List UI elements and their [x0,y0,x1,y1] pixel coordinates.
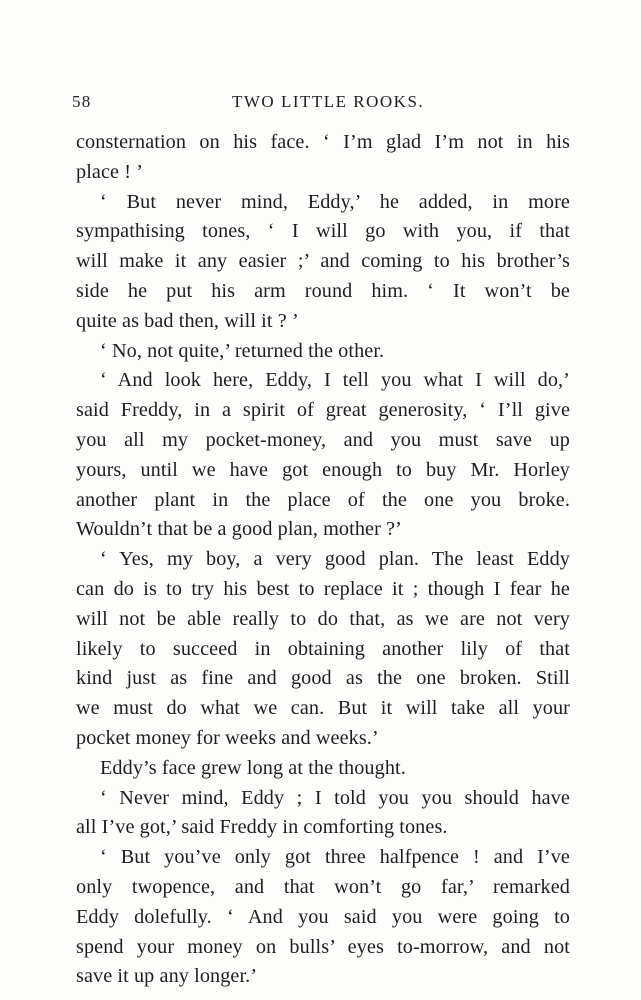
text-line: another plant in the place of the one you broke. [76,488,570,511]
body-text [76,128,570,992]
text-line: pocket money for weeks and weeks.’ [76,726,379,749]
text-line: Wouldn’t that be a good plan, mother ?’ [76,518,402,541]
text-line: only twopence, and that won’t go far,’ remarked [76,875,570,898]
text-line: all I’ve got,’ said Freddy in comforting tones. [76,816,448,839]
text-line: likely to succeed in obtaining another lily of that [76,637,570,660]
text-line: yours, until we have got enough to buy Mr. Horley [76,458,570,481]
text-line: quite as bad then, will it ? ’ [76,309,299,332]
text-line: ‘ And look here, Eddy, I tell you what I will do,’ [100,369,570,392]
text-line: place ! ’ [76,160,144,183]
text-line: side he put his arm round him. ‘ It won’t be [76,279,570,302]
text-line: sympathising tones, ‘ I will go with you, if that [76,220,570,243]
running-title: TWO LITTLE ROOKS. [232,92,425,111]
text-line: kind just as fine and good as the one broken. Still [76,667,570,690]
text-line: spend your money on bulls’ eyes to-morrow, and not [76,935,570,958]
page-number: 58 [72,92,92,111]
page-header [72,92,572,118]
text-line: ‘ But you’ve only got three halfpence ! and I’ve [100,846,570,869]
text-line: ‘ Never mind, Eddy ; I told you you should have [100,786,570,809]
text-line: consternation on his face. ‘ I’m glad I’m not in his [76,131,570,153]
text-line: we must do what we can. But it will take all your [76,697,570,720]
text-line: Eddy dolefully. ‘ And you said you were going to [76,905,570,928]
text-line: you all my pocket-money, and you must save up [76,428,570,451]
text-line: will make it any easier ;’ and coming to his brother’s [76,250,570,273]
text-line: ‘ No, not quite,’ returned the other. [100,339,385,362]
text-line: ‘ But never mind, Eddy,’ he added, in more [100,190,570,213]
text-line: ‘ Yes, my boy, a very good plan. The least Eddy [100,548,570,571]
text-line: said Freddy, in a spirit of great generosity, ‘ I’ll give [76,399,570,422]
text-line: can do is to try his best to replace it ; though I fear he [76,577,570,600]
text-line: will not be able really to do that, as we are not very [76,607,570,630]
text-line: Eddy’s face grew long at the thought. [100,756,406,779]
text-line: save it up any longer.’ [76,965,258,988]
